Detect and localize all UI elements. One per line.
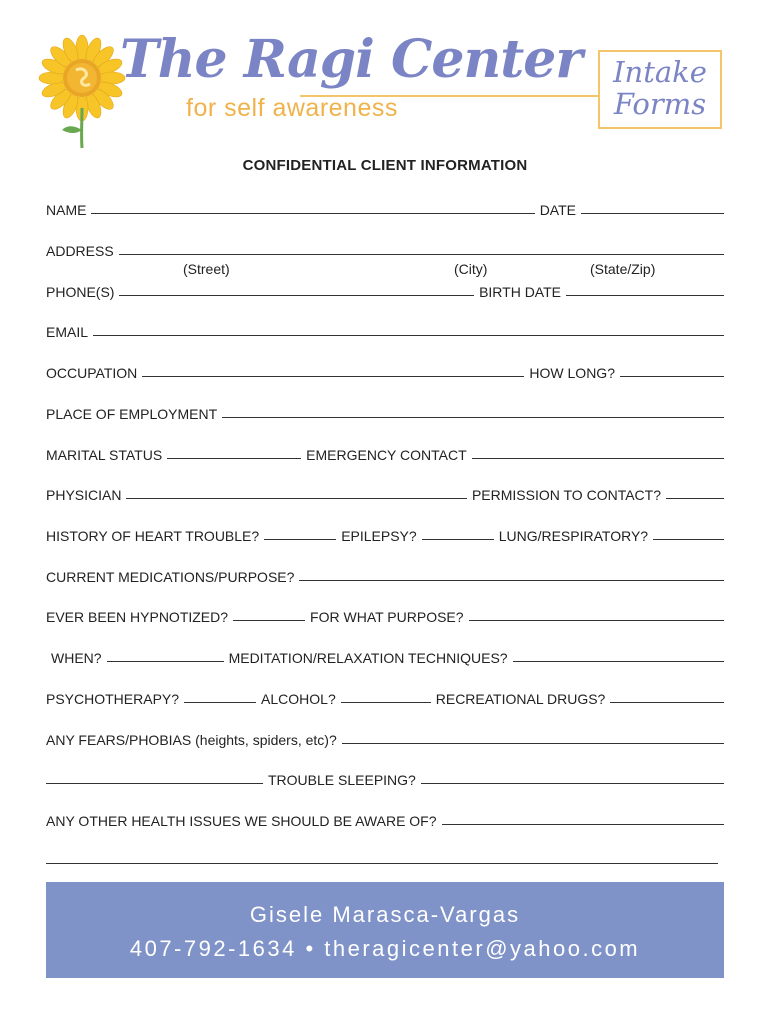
row-medications — [46, 565, 724, 585]
occupation-field[interactable] — [142, 375, 524, 377]
logo-subtitle: for self awareness — [186, 94, 398, 122]
contact-footer — [46, 882, 724, 978]
name-field[interactable] — [91, 212, 534, 214]
address-label: ADDRESS — [46, 243, 114, 259]
address-sublabels — [0, 261, 770, 277]
alcohol-label: ALCOHOL? — [261, 691, 336, 707]
ever-hypnotized-label: EVER BEEN HYPNOTIZED? — [46, 609, 229, 625]
row-fears — [46, 728, 724, 748]
date-field[interactable] — [581, 212, 724, 214]
physician-field[interactable] — [126, 497, 467, 499]
place-of-employment-field[interactable] — [222, 416, 724, 418]
row-psychotherapy — [46, 687, 724, 707]
lung-respiratory-label: LUNG/RESPIRATORY? — [498, 528, 649, 544]
intake-label: Intake — [613, 55, 707, 89]
row-other-health — [46, 809, 724, 829]
row-name-date — [46, 198, 724, 218]
when-field[interactable] — [107, 660, 224, 662]
place-of-employment-label: PLACE OF EMPLOYMENT — [46, 406, 218, 422]
psychotherapy-field[interactable] — [184, 701, 256, 703]
how-long-label: HOW LONG? — [529, 365, 615, 381]
other-health-issues-continued-field[interactable] — [46, 862, 718, 864]
heart-trouble-label: HISTORY OF HEART TROUBLE? — [46, 528, 260, 544]
current-medications-label: CURRENT MEDICATIONS/PURPOSE? — [46, 569, 295, 585]
ever-hypnotized-field[interactable] — [233, 619, 305, 621]
row-occupation — [46, 361, 724, 381]
other-health-issues-label: ANY OTHER HEALTH ISSUES WE SHOULD BE AWARE OF? — [46, 813, 437, 829]
meditation-label: MEDITATION/RELAXATION TECHNIQUES? — [228, 650, 508, 666]
psychotherapy-label: PSYCHOTHERAPY? — [46, 691, 180, 707]
row-marital-emergency — [46, 443, 724, 463]
heart-trouble-field[interactable] — [264, 538, 336, 540]
row-address — [46, 239, 724, 259]
for-what-purpose-label: FOR WHAT PURPOSE? — [310, 609, 464, 625]
phones-label: PHONE(S) — [46, 284, 115, 300]
fears-phobias-continued-field[interactable] — [46, 782, 263, 784]
footer-contact: 407-792-1634 • theragicenter@yahoo.com — [129, 936, 641, 961]
city-label: (City) — [454, 261, 488, 277]
meditation-field[interactable] — [513, 660, 724, 662]
row-phone-birthdate — [46, 280, 724, 300]
permission-to-contact-field[interactable] — [666, 497, 724, 499]
row-medical-history — [46, 524, 724, 544]
address-field[interactable] — [119, 253, 724, 255]
row-other-health-continued — [46, 848, 718, 868]
row-email — [46, 320, 724, 340]
intake-forms-badge — [598, 50, 722, 129]
recreational-drugs-field[interactable] — [610, 701, 724, 703]
trouble-sleeping-field[interactable] — [421, 782, 724, 784]
other-health-issues-field[interactable] — [442, 823, 724, 825]
emergency-contact-field[interactable] — [472, 457, 724, 459]
when-label: WHEN? — [51, 650, 102, 666]
emergency-contact-label: EMERGENCY CONTACT — [306, 447, 467, 463]
sunflower-logo-icon — [36, 34, 128, 152]
epilepsy-label: EPILEPSY? — [341, 528, 417, 544]
trouble-sleeping-label: TROUBLE SLEEPING? — [268, 772, 416, 788]
marital-status-label: MARITAL STATUS — [46, 447, 163, 463]
fears-phobias-field[interactable] — [342, 742, 724, 744]
row-sleeping — [46, 768, 724, 788]
how-long-field[interactable] — [620, 375, 724, 377]
street-label: (Street) — [183, 261, 230, 277]
row-hypnotized — [46, 605, 724, 625]
name-label: NAME — [46, 202, 87, 218]
birth-date-field[interactable] — [566, 294, 724, 296]
alcohol-field[interactable] — [341, 701, 431, 703]
fears-phobias-label: ANY FEARS/PHOBIAS (heights, spiders, etc)? — [46, 732, 337, 748]
footer-name: Gisele Marasca-Vargas — [249, 902, 521, 927]
row-physician — [46, 483, 724, 503]
form-heading: CONFIDENTIAL CLIENT INFORMATION — [242, 157, 528, 174]
birth-date-label: BIRTH DATE — [479, 284, 561, 300]
row-employment — [46, 402, 724, 422]
email-label: EMAIL — [46, 324, 89, 340]
date-label: DATE — [539, 202, 576, 218]
occupation-label: OCCUPATION — [46, 365, 138, 381]
row-when-meditation — [51, 646, 724, 666]
phones-field[interactable] — [119, 294, 474, 296]
email-field[interactable] — [93, 334, 724, 336]
permission-to-contact-label: PERMISSION TO CONTACT? — [471, 487, 661, 503]
marital-status-field[interactable] — [167, 457, 301, 459]
lung-respiratory-field[interactable] — [653, 538, 724, 540]
forms-label: Forms — [613, 87, 707, 121]
for-what-purpose-field[interactable] — [469, 619, 724, 621]
physician-label: PHYSICIAN — [46, 487, 122, 503]
current-medications-field[interactable] — [299, 579, 724, 581]
state-zip-label: (State/Zip) — [590, 261, 656, 277]
epilepsy-field[interactable] — [422, 538, 494, 540]
recreational-drugs-label: RECREATIONAL DRUGS? — [435, 691, 606, 707]
logo-title: The Ragi Center — [120, 29, 582, 90]
